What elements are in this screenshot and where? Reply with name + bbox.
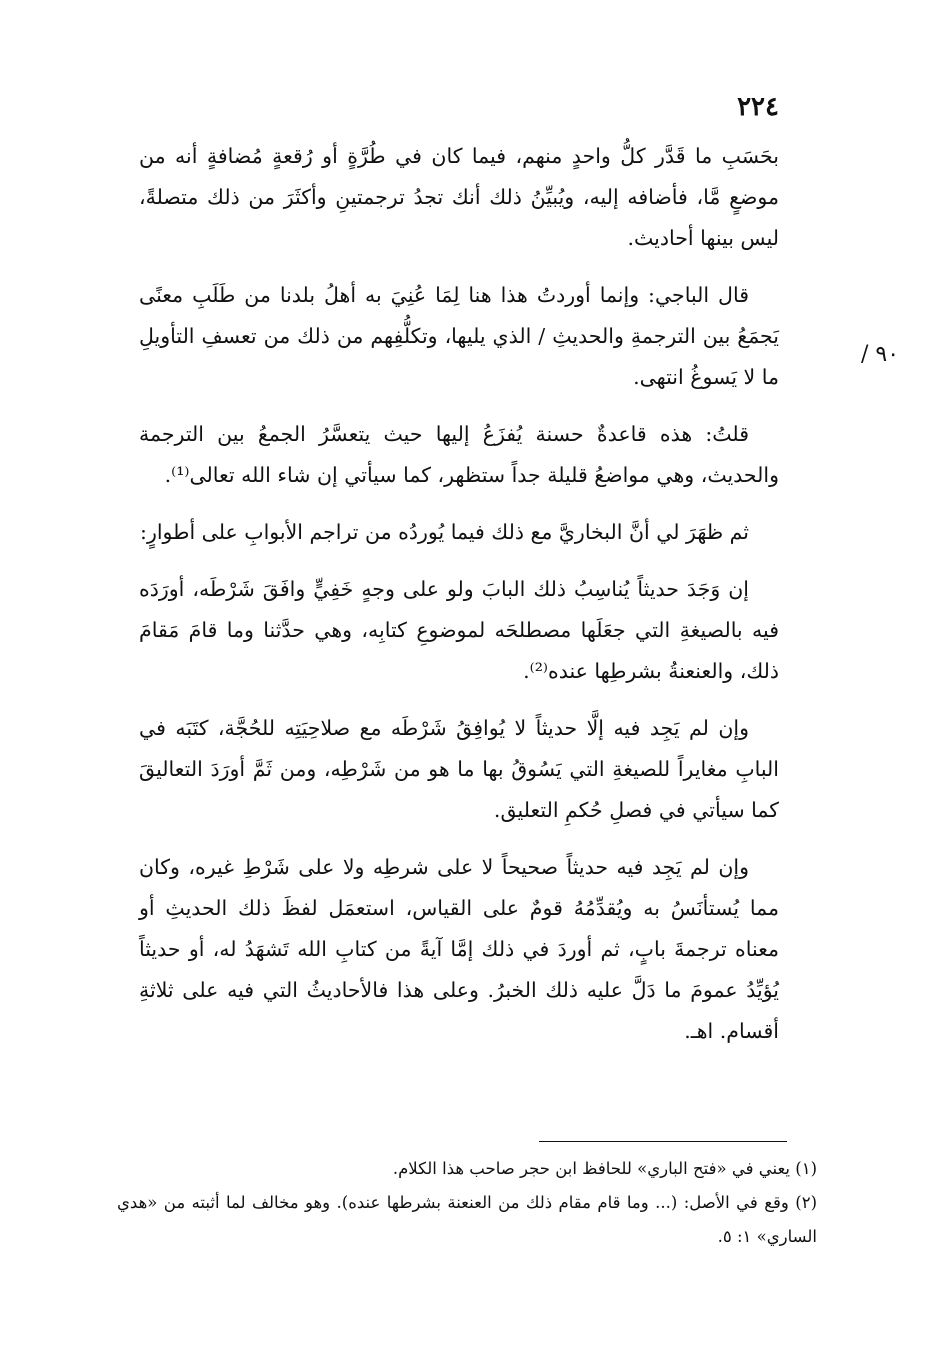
paragraph: إن وَجَدَ حديثاً يُناسِبُ ذلك البابَ ولو على وجهٍ خَفِيٍّ وافَقَ شَرْطَه، أورَدَه فيه بالصيغةِ التي جعَلَها مصطلحَه لموضوعِ كتابِه، وهي حدَّثنا وما قامَ مَقامَ ذلك، والعنعنةُ بشرطِها عنده⁽²⁾. xyxy=(139,577,779,683)
page-number: ٢٢٤ xyxy=(737,92,779,122)
paragraph: ثم ظهَرَ لي أنَّ البخاريَّ مع ذلك فيما يُوردُه من تراجم الأبوابِ على أطوارٍ: xyxy=(140,520,749,544)
footnote: (٢) وقع في الأصل: (... وما قام مقام ذلك من العنعنة بشرطها عنده). وهو مخالف لما أثبته من «هدي الساري» ١: ٥. xyxy=(117,1193,817,1246)
main-text xyxy=(139,136,779,1068)
footnotes xyxy=(117,1152,817,1254)
paragraph: قلتُ: هذه قاعدةٌ حسنة يُفزَعُ إليها حيث يتعسَّرُ الجمعُ بين الترجمة والحديث، وهي مواضعُ قليلة جداً ستظهر، كما سيأتي إن شاء الله تعالى⁽¹⁾. xyxy=(139,422,779,487)
footnote: (١) يعني في «فتح الباري» للحافظ ابن حجر صاحب هذا الكلام. xyxy=(392,1159,817,1178)
paragraph: بحَسَبِ ما قَدَّر كلُّ واحدٍ منهم، فيما كان في طُرَّةٍ أو رُقعةٍ مُضافةٍ أنه من موضعٍ مَّا، فأضافه إليه، ويُبيِّنُ ذلك أنك تجدُ ترجمتينِ وأكثَرَ من ذلك متصلةً، ليس بينها أحاديث. xyxy=(139,144,779,250)
paragraph: وإن لم يَجِد فيه حديثاً صحيحاً لا على شرطِه ولا على شَرْطِ غيره، وكان مما يُستأنَسُ به ويُقدِّمُهُ قومٌ على القياس، استعمَل لفظَ ذلك الحديثِ أو معناه ترجمةَ بابٍ، ثم أوردَ في ذلك إمَّا آيةً من كتابِ الله تَشهَدُ له، أو حديثاً يُؤيِّدُ عمومَ ما دَلَّ عليه ذلك الخبرُ. وعلى هذا فالأحاديثُ التي فيه على ثلاثةِ أقسام. اهـ. xyxy=(139,855,779,1043)
paragraph: قال الباجي: وإنما أوردتُ هذا هنا لِمَا عُنِيَ به أهلُ بلدنا من طَلَبِ معنًى يَجمَعُ بين الترجمةِ والحديثِ / الذي يليها، وتكلُّفِهم من ذلك من تعسفِ التأويلِ ما لا يَسوغُ انتهى. xyxy=(139,283,779,389)
margin-folio-marker: / ٩٠ xyxy=(861,342,900,367)
footnote-divider xyxy=(539,1141,787,1142)
paragraph: وإن لم يَجِد فيه إلَّا حديثاً لا يُوافِقُ شَرْطَه مع صلاحِيَتِه للحُجَّة، كتَبَه في البابِ مغايراً للصيغةِ التي يَسُوقُ بها ما هو من شَرْطِه، ومن ثَمَّ أورَدَ التعاليقَ كما سيأتي في فصلِ حُكمِ التعليق. xyxy=(139,716,779,822)
